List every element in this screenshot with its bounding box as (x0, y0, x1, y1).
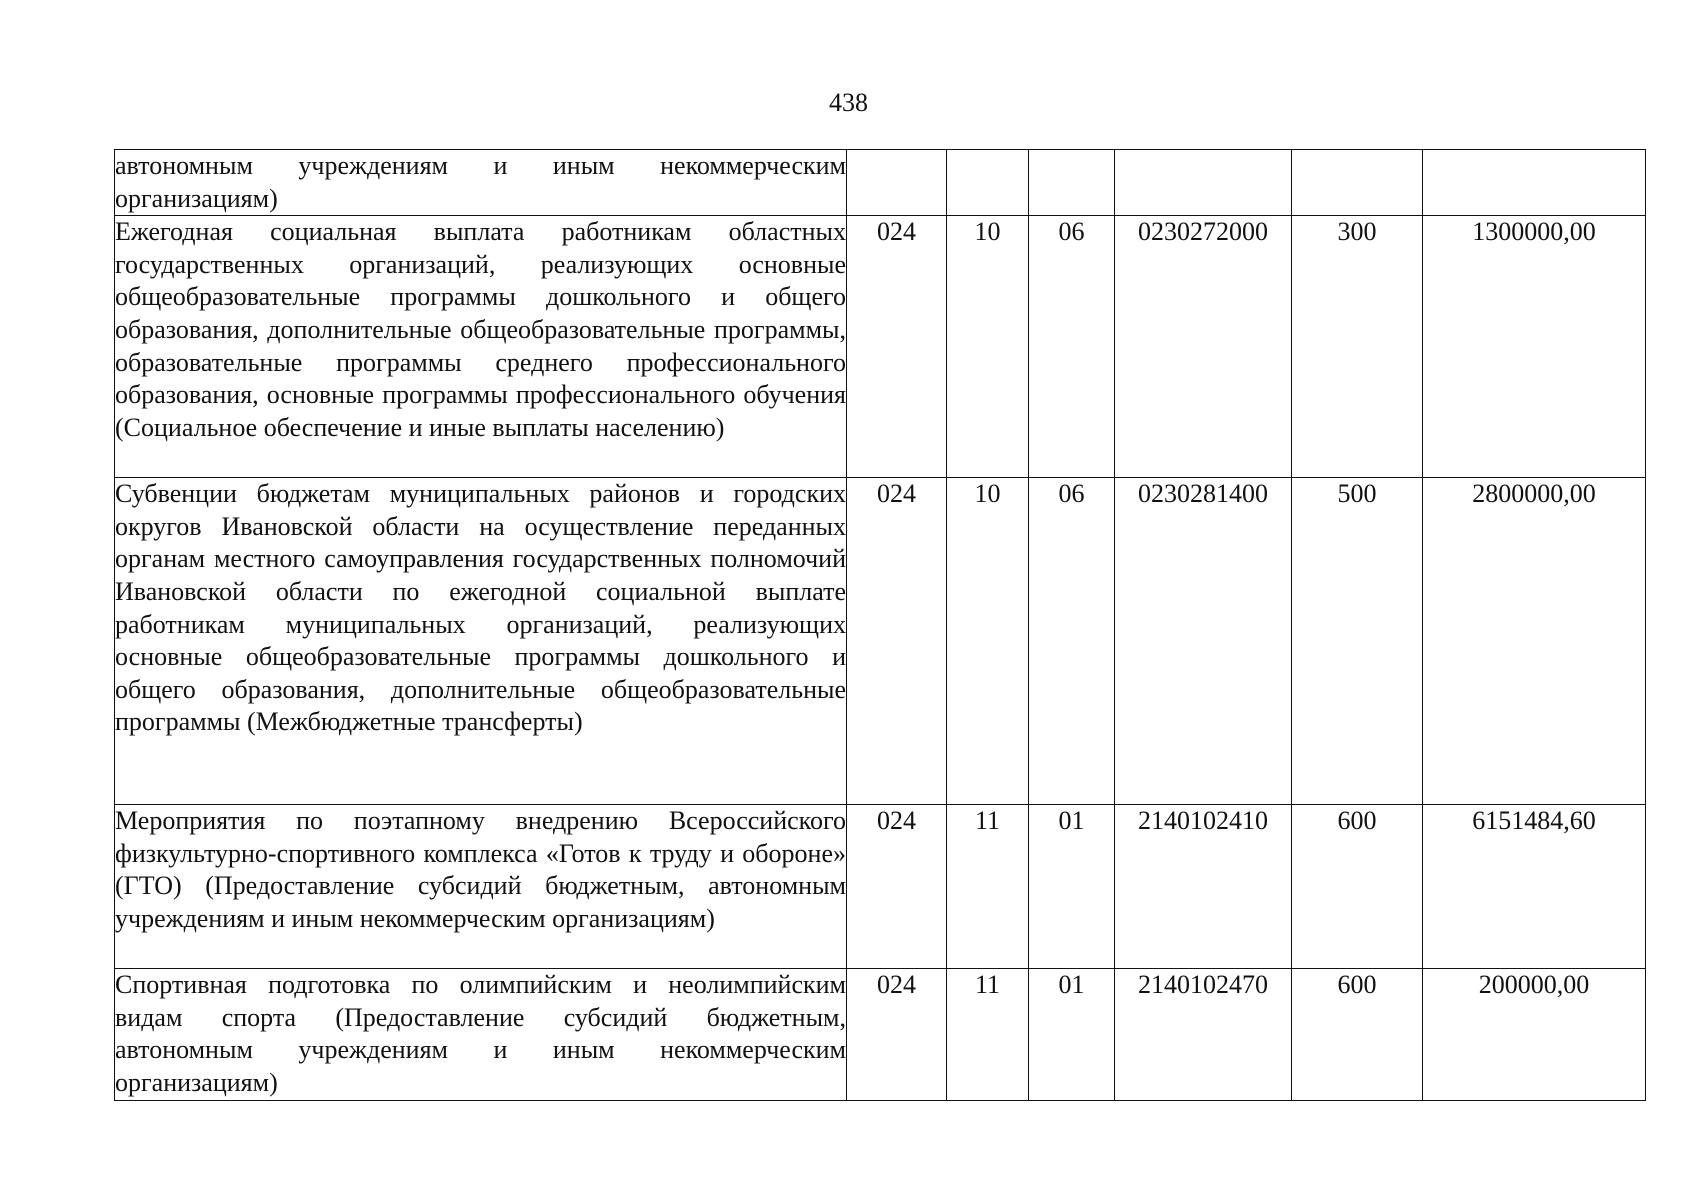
table-row (115, 969, 1646, 1100)
expense-type-cell: 600 (1292, 805, 1423, 969)
table-row (115, 150, 1646, 216)
subsection-cell: 06 (1029, 478, 1115, 805)
row-description: автономным учреждениям и иным некоммерческим организациям) (115, 150, 847, 216)
section-cell: 11 (947, 969, 1029, 1100)
amount-cell: 200000,00 (1423, 969, 1646, 1100)
amount-cell (1423, 150, 1646, 216)
expense-type-cell: 600 (1292, 969, 1423, 1100)
subsection-cell: 01 (1029, 969, 1115, 1100)
section-cell: 10 (947, 216, 1029, 478)
section-cell (947, 150, 1029, 216)
amount-cell: 1300000,00 (1423, 216, 1646, 478)
expense-type-cell (1292, 150, 1423, 216)
admin-code-cell: 024 (847, 805, 947, 969)
subsection-cell (1029, 150, 1115, 216)
row-description: Спортивная подготовка по олимпийским и неолимпийским видам спорта (Предоставление субсидий бюджетным, автономным учреждениям и иным некоммерческим организациям) (115, 969, 847, 1100)
expense-type-cell: 300 (1292, 216, 1423, 478)
subsection-cell: 01 (1029, 805, 1115, 969)
target-article-cell: 0230272000 (1115, 216, 1292, 478)
target-article-cell: 2140102470 (1115, 969, 1292, 1100)
row-description: Субвенции бюджетам муниципальных районов и городских округов Ивановской области на осуществление переданных органам местного самоуправления государственных полномочий Ивановской области по ежегодной социальной выплате работникам муниципальных организаций, реализующих основные общеобразовательные программы дошкольного и общего образования, дополнительные общеобразовательные программы (Межбюджетные трансферты) (115, 478, 847, 805)
amount-cell: 2800000,00 (1423, 478, 1646, 805)
amount-cell: 6151484,60 (1423, 805, 1646, 969)
subsection-cell: 06 (1029, 216, 1115, 478)
section-cell: 10 (947, 478, 1029, 805)
table-row (115, 216, 1646, 478)
row-description: Ежегодная социальная выплата работникам областных государственных организаций, реализующих основные общеобразовательные программы дошкольного и общего образования, дополнительные общеобразовательные программы, образовательные программы среднего профессионального образования, основные программы профессионального обучения (Социальное обеспечение и иные выплаты населению) (115, 216, 847, 478)
target-article-cell: 0230281400 (1115, 478, 1292, 805)
budget-table (114, 149, 1646, 1101)
table-row (115, 478, 1646, 805)
page-number: 438 (829, 88, 868, 117)
admin-code-cell: 024 (847, 969, 947, 1100)
row-description: Мероприятия по поэтапному внедрению Всероссийского физкультурно-спортивного комплекса «Готов к труду и обороне» (ГТО) (Предоставление субсидий бюджетным, автономным учреждениям и иным некоммерческим организациям) (115, 805, 847, 969)
admin-code-cell: 024 (847, 216, 947, 478)
table-row (115, 805, 1646, 969)
admin-code-cell (847, 150, 947, 216)
expense-type-cell: 500 (1292, 478, 1423, 805)
target-article-cell (1115, 150, 1292, 216)
target-article-cell: 2140102410 (1115, 805, 1292, 969)
admin-code-cell: 024 (847, 478, 947, 805)
section-cell: 11 (947, 805, 1029, 969)
